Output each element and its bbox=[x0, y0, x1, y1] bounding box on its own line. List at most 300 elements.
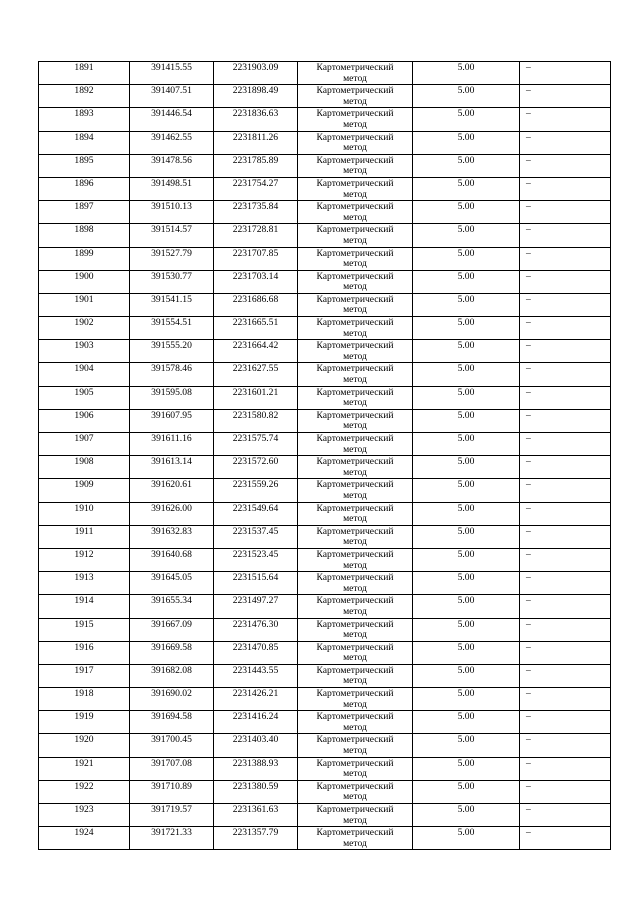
x-coordinate-cell: 391690.02 bbox=[130, 688, 214, 711]
point-number-cell: 1918 bbox=[39, 688, 130, 711]
accuracy-cell: 5.00 bbox=[413, 757, 520, 780]
accuracy-cell: 5.00 bbox=[413, 595, 520, 618]
table-row bbox=[39, 595, 611, 618]
point-number-cell: 1922 bbox=[39, 780, 130, 803]
method-line-2: метод bbox=[343, 72, 367, 84]
accuracy-cell: 5.00 bbox=[413, 664, 520, 687]
method-line-2: метод bbox=[343, 837, 367, 849]
method-line-2: метод bbox=[343, 258, 367, 270]
y-coordinate-cell: 2231515.64 bbox=[214, 572, 298, 595]
method-line-1: Картометрический bbox=[316, 827, 394, 839]
method-cell bbox=[298, 804, 413, 827]
note-cell: – bbox=[520, 525, 611, 548]
x-coordinate-cell: 391595.08 bbox=[130, 386, 214, 409]
y-coordinate-cell: 2231497.27 bbox=[214, 595, 298, 618]
point-number-cell: 1897 bbox=[39, 201, 130, 224]
method-line-1: Картометрический bbox=[316, 804, 394, 815]
method-line-2: метод bbox=[343, 605, 367, 617]
note-cell: – bbox=[520, 154, 611, 177]
method-line-1: Картометрический bbox=[316, 386, 394, 398]
x-coordinate-cell: 391541.15 bbox=[130, 293, 214, 316]
method-line-2: метод bbox=[343, 211, 367, 223]
accuracy-cell: 5.00 bbox=[413, 317, 520, 340]
note-cell: – bbox=[520, 62, 611, 85]
note-cell: – bbox=[520, 618, 611, 641]
table-row bbox=[39, 664, 611, 687]
point-number-cell: 1910 bbox=[39, 502, 130, 525]
x-coordinate-cell: 391478.56 bbox=[130, 154, 214, 177]
point-number-cell: 1898 bbox=[39, 224, 130, 247]
method-cell bbox=[298, 131, 413, 154]
y-coordinate-cell: 2231559.26 bbox=[214, 479, 298, 502]
y-coordinate-cell: 2231728.81 bbox=[214, 224, 298, 247]
x-coordinate-cell: 391721.33 bbox=[130, 827, 214, 850]
accuracy-cell: 5.00 bbox=[413, 62, 520, 85]
y-coordinate-cell: 2231665.51 bbox=[214, 317, 298, 340]
method-cell bbox=[298, 270, 413, 293]
accuracy-cell: 5.00 bbox=[413, 618, 520, 641]
x-coordinate-cell: 391626.00 bbox=[130, 502, 214, 525]
method-line-2: метод bbox=[343, 443, 367, 455]
table-row bbox=[39, 734, 611, 757]
accuracy-cell: 5.00 bbox=[413, 386, 520, 409]
x-coordinate-cell: 391694.58 bbox=[130, 711, 214, 734]
point-number-cell: 1923 bbox=[39, 804, 130, 827]
method-cell bbox=[298, 108, 413, 131]
accuracy-cell: 5.00 bbox=[413, 711, 520, 734]
point-number-cell: 1909 bbox=[39, 479, 130, 502]
accuracy-cell: 5.00 bbox=[413, 224, 520, 247]
table-row bbox=[39, 433, 611, 456]
point-number-cell: 1894 bbox=[39, 131, 130, 154]
method-line-2: метод bbox=[343, 582, 367, 594]
table-row bbox=[39, 340, 611, 363]
table-row bbox=[39, 525, 611, 548]
method-cell bbox=[298, 734, 413, 757]
table-row bbox=[39, 572, 611, 595]
note-cell: – bbox=[520, 293, 611, 316]
method-cell bbox=[298, 386, 413, 409]
y-coordinate-cell: 2231388.93 bbox=[214, 757, 298, 780]
y-coordinate-cell: 2231537.45 bbox=[214, 525, 298, 548]
note-cell: – bbox=[520, 386, 611, 409]
method-line-2: метод bbox=[343, 721, 367, 733]
note-cell: – bbox=[520, 433, 611, 456]
x-coordinate-cell: 391667.09 bbox=[130, 618, 214, 641]
x-coordinate-cell: 391510.13 bbox=[130, 201, 214, 224]
method-cell bbox=[298, 664, 413, 687]
table-row bbox=[39, 804, 611, 827]
method-line-1: Картометрический bbox=[316, 688, 394, 700]
method-line-2: метод bbox=[343, 489, 367, 501]
point-number-cell: 1916 bbox=[39, 641, 130, 664]
y-coordinate-cell: 2231416.24 bbox=[214, 711, 298, 734]
table-row bbox=[39, 201, 611, 224]
table-row bbox=[39, 711, 611, 734]
point-number-cell: 1893 bbox=[39, 108, 130, 131]
accuracy-cell: 5.00 bbox=[413, 525, 520, 548]
method-line-2: метод bbox=[343, 95, 367, 107]
table-row bbox=[39, 154, 611, 177]
method-line-1: Картометрический bbox=[316, 618, 394, 630]
method-line-1: Картометрический bbox=[316, 293, 394, 305]
y-coordinate-cell: 2231735.84 bbox=[214, 201, 298, 224]
x-coordinate-cell: 391640.68 bbox=[130, 548, 214, 571]
method-line-2: метод bbox=[343, 188, 367, 200]
x-coordinate-cell: 391707.08 bbox=[130, 757, 214, 780]
method-cell bbox=[298, 85, 413, 108]
method-cell bbox=[298, 247, 413, 270]
method-line-2: метод bbox=[343, 513, 367, 525]
y-coordinate-cell: 2231580.82 bbox=[214, 409, 298, 432]
method-cell bbox=[298, 688, 413, 711]
method-cell bbox=[298, 479, 413, 502]
method-line-1: Картометрический bbox=[316, 433, 394, 444]
point-number-cell: 1905 bbox=[39, 386, 130, 409]
table-row bbox=[39, 62, 611, 85]
method-line-1: Картометрический bbox=[316, 525, 394, 537]
method-line-2: метод bbox=[343, 327, 367, 339]
point-number-cell: 1920 bbox=[39, 734, 130, 757]
method-cell bbox=[298, 62, 413, 85]
table-row bbox=[39, 757, 611, 780]
method-line-1: Картометрический bbox=[316, 548, 394, 560]
accuracy-cell: 5.00 bbox=[413, 177, 520, 200]
point-number-cell: 1906 bbox=[39, 409, 130, 432]
method-cell bbox=[298, 433, 413, 456]
y-coordinate-cell: 2231523.45 bbox=[214, 548, 298, 571]
note-cell: – bbox=[520, 131, 611, 154]
method-line-1: Картометрический bbox=[316, 479, 394, 491]
accuracy-cell: 5.00 bbox=[413, 548, 520, 571]
table-row bbox=[39, 548, 611, 571]
method-line-1: Картометрический bbox=[316, 711, 394, 723]
table-row bbox=[39, 456, 611, 479]
accuracy-cell: 5.00 bbox=[413, 804, 520, 827]
x-coordinate-cell: 391682.08 bbox=[130, 664, 214, 687]
method-line-1: Картометрический bbox=[316, 664, 394, 676]
method-cell bbox=[298, 317, 413, 340]
note-cell: – bbox=[520, 780, 611, 803]
table-row bbox=[39, 827, 611, 850]
accuracy-cell: 5.00 bbox=[413, 409, 520, 432]
table-row bbox=[39, 293, 611, 316]
x-coordinate-cell: 391554.51 bbox=[130, 317, 214, 340]
y-coordinate-cell: 2231707.85 bbox=[214, 247, 298, 270]
x-coordinate-cell: 391415.55 bbox=[130, 62, 214, 85]
y-coordinate-cell: 2231754.27 bbox=[214, 177, 298, 200]
point-number-cell: 1907 bbox=[39, 433, 130, 456]
accuracy-cell: 5.00 bbox=[413, 456, 520, 479]
point-number-cell: 1904 bbox=[39, 363, 130, 386]
table-row bbox=[39, 317, 611, 340]
note-cell: – bbox=[520, 572, 611, 595]
table-row bbox=[39, 641, 611, 664]
y-coordinate-cell: 2231476.30 bbox=[214, 618, 298, 641]
method-cell bbox=[298, 827, 413, 850]
note-cell: – bbox=[520, 247, 611, 270]
point-number-cell: 1901 bbox=[39, 293, 130, 316]
method-line-1: Картометрический bbox=[316, 409, 394, 421]
accuracy-cell: 5.00 bbox=[413, 131, 520, 154]
note-cell: – bbox=[520, 664, 611, 687]
x-coordinate-cell: 391645.05 bbox=[130, 572, 214, 595]
point-number-cell: 1919 bbox=[39, 711, 130, 734]
accuracy-cell: 5.00 bbox=[413, 433, 520, 456]
point-number-cell: 1921 bbox=[39, 757, 130, 780]
x-coordinate-cell: 391655.34 bbox=[130, 595, 214, 618]
method-cell bbox=[298, 409, 413, 432]
accuracy-cell: 5.00 bbox=[413, 270, 520, 293]
x-coordinate-cell: 391611.16 bbox=[130, 433, 214, 456]
x-coordinate-cell: 391710.89 bbox=[130, 780, 214, 803]
table-row bbox=[39, 224, 611, 247]
note-cell: – bbox=[520, 804, 611, 827]
accuracy-cell: 5.00 bbox=[413, 85, 520, 108]
method-line-2: метод bbox=[343, 814, 367, 826]
method-line-2: метод bbox=[343, 420, 367, 432]
method-line-2: метод bbox=[343, 165, 367, 177]
x-coordinate-cell: 391620.61 bbox=[130, 479, 214, 502]
document-page bbox=[38, 61, 610, 850]
method-cell bbox=[298, 641, 413, 664]
accuracy-cell: 5.00 bbox=[413, 247, 520, 270]
method-line-1: Картометрический bbox=[316, 317, 394, 329]
coordinates-table bbox=[38, 61, 611, 850]
method-line-2: метод bbox=[343, 304, 367, 316]
method-line-2: метод bbox=[343, 559, 367, 571]
method-line-1: Картометрический bbox=[316, 572, 394, 584]
note-cell: – bbox=[520, 734, 611, 757]
note-cell: – bbox=[520, 688, 611, 711]
note-cell: – bbox=[520, 340, 611, 363]
accuracy-cell: 5.00 bbox=[413, 641, 520, 664]
method-line-1: Картометрический bbox=[316, 734, 394, 746]
y-coordinate-cell: 2231575.74 bbox=[214, 433, 298, 456]
table-row bbox=[39, 688, 611, 711]
method-line-2: метод bbox=[343, 142, 367, 154]
method-cell bbox=[298, 177, 413, 200]
x-coordinate-cell: 391719.57 bbox=[130, 804, 214, 827]
method-line-1: Картометрический bbox=[316, 224, 394, 236]
method-line-2: метод bbox=[343, 536, 367, 548]
note-cell: – bbox=[520, 317, 611, 340]
y-coordinate-cell: 2231549.64 bbox=[214, 502, 298, 525]
y-coordinate-cell: 2231426.21 bbox=[214, 688, 298, 711]
x-coordinate-cell: 391498.51 bbox=[130, 177, 214, 200]
x-coordinate-cell: 391514.57 bbox=[130, 224, 214, 247]
method-cell bbox=[298, 572, 413, 595]
method-cell bbox=[298, 757, 413, 780]
method-cell bbox=[298, 548, 413, 571]
method-cell bbox=[298, 224, 413, 247]
note-cell: – bbox=[520, 757, 611, 780]
accuracy-cell: 5.00 bbox=[413, 479, 520, 502]
accuracy-cell: 5.00 bbox=[413, 572, 520, 595]
method-line-1: Картометрический bbox=[316, 108, 394, 120]
x-coordinate-cell: 391632.83 bbox=[130, 525, 214, 548]
accuracy-cell: 5.00 bbox=[413, 154, 520, 177]
method-cell bbox=[298, 456, 413, 479]
y-coordinate-cell: 2231903.09 bbox=[214, 62, 298, 85]
y-coordinate-cell: 2231357.79 bbox=[214, 827, 298, 850]
y-coordinate-cell: 2231836.63 bbox=[214, 108, 298, 131]
x-coordinate-cell: 391669.58 bbox=[130, 641, 214, 664]
method-line-2: метод bbox=[343, 466, 367, 478]
table-row bbox=[39, 618, 611, 641]
y-coordinate-cell: 2231898.49 bbox=[214, 85, 298, 108]
point-number-cell: 1908 bbox=[39, 456, 130, 479]
x-coordinate-cell: 391578.46 bbox=[130, 363, 214, 386]
note-cell: – bbox=[520, 456, 611, 479]
note-cell: – bbox=[520, 595, 611, 618]
note-cell: – bbox=[520, 108, 611, 131]
y-coordinate-cell: 2231664.42 bbox=[214, 340, 298, 363]
method-line-2: метод bbox=[343, 118, 367, 130]
method-cell bbox=[298, 340, 413, 363]
note-cell: – bbox=[520, 85, 611, 108]
accuracy-cell: 5.00 bbox=[413, 780, 520, 803]
method-cell bbox=[298, 525, 413, 548]
accuracy-cell: 5.00 bbox=[413, 293, 520, 316]
method-line-2: метод bbox=[343, 629, 367, 641]
y-coordinate-cell: 2231811.26 bbox=[214, 131, 298, 154]
method-cell bbox=[298, 618, 413, 641]
method-line-1: Картометрический bbox=[316, 757, 394, 769]
method-line-2: метод bbox=[343, 397, 367, 409]
point-number-cell: 1913 bbox=[39, 572, 130, 595]
method-line-1: Картометрический bbox=[316, 780, 394, 792]
method-line-1: Картометрический bbox=[316, 201, 394, 213]
table-row bbox=[39, 386, 611, 409]
note-cell: – bbox=[520, 363, 611, 386]
y-coordinate-cell: 2231361.63 bbox=[214, 804, 298, 827]
method-cell bbox=[298, 502, 413, 525]
y-coordinate-cell: 2231703.14 bbox=[214, 270, 298, 293]
note-cell: – bbox=[520, 409, 611, 432]
point-number-cell: 1912 bbox=[39, 548, 130, 571]
y-coordinate-cell: 2231470.85 bbox=[214, 641, 298, 664]
point-number-cell: 1924 bbox=[39, 827, 130, 850]
method-line-1: Картометрический bbox=[316, 363, 394, 375]
point-number-cell: 1896 bbox=[39, 177, 130, 200]
x-coordinate-cell: 391613.14 bbox=[130, 456, 214, 479]
table-row bbox=[39, 479, 611, 502]
accuracy-cell: 5.00 bbox=[413, 734, 520, 757]
x-coordinate-cell: 391407.51 bbox=[130, 85, 214, 108]
point-number-cell: 1895 bbox=[39, 154, 130, 177]
table-row bbox=[39, 780, 611, 803]
accuracy-cell: 5.00 bbox=[413, 201, 520, 224]
y-coordinate-cell: 2231403.40 bbox=[214, 734, 298, 757]
table-row bbox=[39, 85, 611, 108]
note-cell: – bbox=[520, 224, 611, 247]
point-number-cell: 1911 bbox=[39, 525, 130, 548]
method-line-1: Картометрический bbox=[316, 85, 394, 97]
accuracy-cell: 5.00 bbox=[413, 363, 520, 386]
note-cell: – bbox=[520, 711, 611, 734]
accuracy-cell: 5.00 bbox=[413, 688, 520, 711]
x-coordinate-cell: 391607.95 bbox=[130, 409, 214, 432]
y-coordinate-cell: 2231785.89 bbox=[214, 154, 298, 177]
accuracy-cell: 5.00 bbox=[413, 502, 520, 525]
method-line-1: Картометрический bbox=[316, 131, 394, 143]
method-line-1: Картометрический bbox=[316, 641, 394, 653]
method-line-2: метод bbox=[343, 768, 367, 780]
method-line-1: Картометрический bbox=[316, 247, 394, 259]
method-cell bbox=[298, 363, 413, 386]
accuracy-cell: 5.00 bbox=[413, 340, 520, 363]
method-line-1: Картометрический bbox=[316, 154, 394, 166]
method-line-2: метод bbox=[343, 791, 367, 803]
method-line-2: метод bbox=[343, 745, 367, 757]
y-coordinate-cell: 2231443.55 bbox=[214, 664, 298, 687]
x-coordinate-cell: 391527.79 bbox=[130, 247, 214, 270]
y-coordinate-cell: 2231686.68 bbox=[214, 293, 298, 316]
method-cell bbox=[298, 293, 413, 316]
method-line-1: Картометрический bbox=[316, 595, 394, 607]
method-line-1: Картометрический bbox=[316, 177, 394, 189]
method-line-2: метод bbox=[343, 698, 367, 710]
point-number-cell: 1902 bbox=[39, 317, 130, 340]
point-number-cell: 1915 bbox=[39, 618, 130, 641]
method-line-2: метод bbox=[343, 652, 367, 664]
method-line-1: Картометрический bbox=[316, 502, 394, 514]
table-row bbox=[39, 409, 611, 432]
note-cell: – bbox=[520, 479, 611, 502]
method-cell bbox=[298, 154, 413, 177]
y-coordinate-cell: 2231572.60 bbox=[214, 456, 298, 479]
method-line-1: Картометрический bbox=[316, 270, 394, 282]
point-number-cell: 1892 bbox=[39, 85, 130, 108]
x-coordinate-cell: 391462.55 bbox=[130, 131, 214, 154]
table-row bbox=[39, 131, 611, 154]
point-number-cell: 1917 bbox=[39, 664, 130, 687]
x-coordinate-cell: 391446.54 bbox=[130, 108, 214, 131]
method-line-2: метод bbox=[343, 234, 367, 246]
coordinates-table-body bbox=[39, 62, 611, 850]
note-cell: – bbox=[520, 641, 611, 664]
table-row bbox=[39, 247, 611, 270]
accuracy-cell: 5.00 bbox=[413, 108, 520, 131]
method-line-1: Картометрический bbox=[316, 340, 394, 352]
method-cell bbox=[298, 711, 413, 734]
table-row bbox=[39, 502, 611, 525]
point-number-cell: 1891 bbox=[39, 62, 130, 85]
x-coordinate-cell: 391700.45 bbox=[130, 734, 214, 757]
note-cell: – bbox=[520, 177, 611, 200]
point-number-cell: 1914 bbox=[39, 595, 130, 618]
table-row bbox=[39, 108, 611, 131]
note-cell: – bbox=[520, 827, 611, 850]
method-line-2: метод bbox=[343, 374, 367, 386]
note-cell: – bbox=[520, 548, 611, 571]
accuracy-cell: 5.00 bbox=[413, 827, 520, 850]
y-coordinate-cell: 2231601.21 bbox=[214, 386, 298, 409]
table-row bbox=[39, 177, 611, 200]
y-coordinate-cell: 2231627.55 bbox=[214, 363, 298, 386]
method-line-1: Картометрический bbox=[316, 62, 394, 73]
point-number-cell: 1900 bbox=[39, 270, 130, 293]
method-cell bbox=[298, 201, 413, 224]
note-cell: – bbox=[520, 270, 611, 293]
method-line-2: метод bbox=[343, 281, 367, 293]
method-cell bbox=[298, 780, 413, 803]
method-line-2: метод bbox=[343, 350, 367, 362]
point-number-cell: 1903 bbox=[39, 340, 130, 363]
table-row bbox=[39, 270, 611, 293]
x-coordinate-cell: 391555.20 bbox=[130, 340, 214, 363]
